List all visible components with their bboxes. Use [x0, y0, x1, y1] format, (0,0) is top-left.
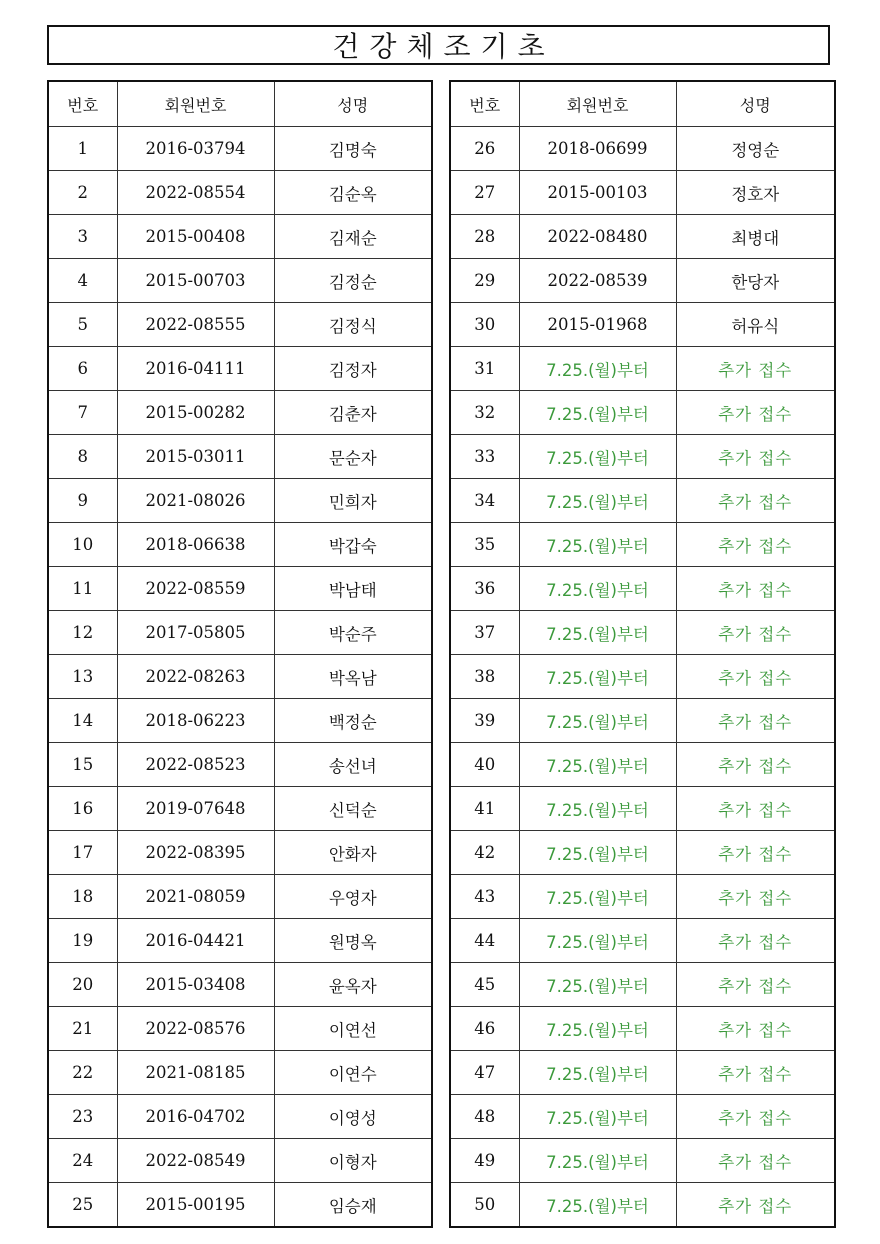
member-id-cell: 7.25.(월)부터 — [519, 875, 676, 919]
header-number: 번호 — [450, 81, 519, 127]
table-row — [450, 831, 835, 875]
member-id-cell: 2022-08395 — [117, 831, 274, 875]
member-id-cell: 2018-06638 — [117, 523, 274, 567]
table-row — [450, 347, 835, 391]
table-row — [450, 743, 835, 787]
member-id-cell: 2015-00195 — [117, 1183, 274, 1228]
member-id-cell: 2015-03408 — [117, 963, 274, 1007]
member-id-cell: 7.25.(월)부터 — [519, 743, 676, 787]
member-name-cell: 정영순 — [676, 127, 835, 171]
header-name: 성명 — [676, 81, 835, 127]
member-name-cell: 한당자 — [676, 259, 835, 303]
table-row — [48, 567, 432, 611]
table-row — [48, 831, 432, 875]
row-number: 34 — [450, 479, 519, 523]
table-row — [450, 1051, 835, 1095]
table-row — [450, 215, 835, 259]
row-number: 36 — [450, 567, 519, 611]
member-name-cell: 추가 접수 — [676, 1007, 835, 1051]
row-number: 25 — [48, 1183, 117, 1228]
member-id-cell: 2019-07648 — [117, 787, 274, 831]
row-number: 26 — [450, 127, 519, 171]
member-name-cell: 추가 접수 — [676, 1139, 835, 1183]
row-number: 1 — [48, 127, 117, 171]
member-name-cell: 추가 접수 — [676, 1183, 835, 1228]
member-name-cell: 김정자 — [274, 347, 432, 391]
member-name-cell: 이영성 — [274, 1095, 432, 1139]
member-name-cell: 추가 접수 — [676, 479, 835, 523]
row-number: 23 — [48, 1095, 117, 1139]
header-row — [48, 81, 432, 127]
table-row — [48, 1051, 432, 1095]
table-row — [48, 303, 432, 347]
member-id-cell: 7.25.(월)부터 — [519, 787, 676, 831]
table-row — [450, 127, 835, 171]
roster-table-right — [449, 80, 836, 1228]
header-member-id: 회원번호 — [519, 81, 676, 127]
table-row — [450, 567, 835, 611]
table-row — [450, 391, 835, 435]
member-name-cell: 김정식 — [274, 303, 432, 347]
row-number: 33 — [450, 435, 519, 479]
row-number: 19 — [48, 919, 117, 963]
member-name-cell: 추가 접수 — [676, 1051, 835, 1095]
row-number: 2 — [48, 171, 117, 215]
member-id-cell: 7.25.(월)부터 — [519, 831, 676, 875]
row-number: 40 — [450, 743, 519, 787]
member-name-cell: 이형자 — [274, 1139, 432, 1183]
row-number: 48 — [450, 1095, 519, 1139]
member-id-cell: 2017-05805 — [117, 611, 274, 655]
row-number: 44 — [450, 919, 519, 963]
row-number: 16 — [48, 787, 117, 831]
member-id-cell: 2021-08185 — [117, 1051, 274, 1095]
member-id-cell: 7.25.(월)부터 — [519, 1139, 676, 1183]
member-name-cell: 김명숙 — [274, 127, 432, 171]
table-row — [48, 523, 432, 567]
member-id-cell: 7.25.(월)부터 — [519, 567, 676, 611]
row-number: 24 — [48, 1139, 117, 1183]
table-row — [450, 1139, 835, 1183]
row-number: 32 — [450, 391, 519, 435]
member-id-cell: 2015-03011 — [117, 435, 274, 479]
member-name-cell: 추가 접수 — [676, 699, 835, 743]
table-row — [450, 259, 835, 303]
table-row — [48, 787, 432, 831]
member-id-cell: 2022-08263 — [117, 655, 274, 699]
member-id-cell: 7.25.(월)부터 — [519, 1095, 676, 1139]
row-number: 38 — [450, 655, 519, 699]
member-name-cell: 이연선 — [274, 1007, 432, 1051]
table-row — [48, 259, 432, 303]
table-row — [450, 875, 835, 919]
table-row — [48, 215, 432, 259]
table-row — [48, 479, 432, 523]
member-name-cell: 박갑숙 — [274, 523, 432, 567]
row-number: 43 — [450, 875, 519, 919]
row-number: 5 — [48, 303, 117, 347]
table-row — [48, 347, 432, 391]
member-name-cell: 박남태 — [274, 567, 432, 611]
member-name-cell: 추가 접수 — [676, 391, 835, 435]
member-id-cell: 2018-06699 — [519, 127, 676, 171]
table-row — [48, 963, 432, 1007]
page-title: 건강체조기초 — [47, 25, 830, 65]
table-row — [48, 699, 432, 743]
member-name-cell: 문순자 — [274, 435, 432, 479]
row-number: 7 — [48, 391, 117, 435]
row-number: 35 — [450, 523, 519, 567]
table-row — [48, 1007, 432, 1051]
roster-table-left — [47, 80, 433, 1228]
table-row — [450, 655, 835, 699]
table-row — [48, 1183, 432, 1228]
row-number: 37 — [450, 611, 519, 655]
member-name-cell: 추가 접수 — [676, 523, 835, 567]
table-row — [450, 435, 835, 479]
row-number: 8 — [48, 435, 117, 479]
header-member-id: 회원번호 — [117, 81, 274, 127]
table-row — [450, 523, 835, 567]
member-name-cell: 이연수 — [274, 1051, 432, 1095]
member-name-cell: 김정순 — [274, 259, 432, 303]
member-id-cell: 2016-03794 — [117, 127, 274, 171]
row-number: 46 — [450, 1007, 519, 1051]
member-name-cell: 송선녀 — [274, 743, 432, 787]
member-id-cell: 7.25.(월)부터 — [519, 391, 676, 435]
member-id-cell: 2015-00703 — [117, 259, 274, 303]
member-id-cell: 2022-08539 — [519, 259, 676, 303]
row-number: 4 — [48, 259, 117, 303]
member-name-cell: 김춘자 — [274, 391, 432, 435]
table-row — [450, 303, 835, 347]
member-id-cell: 2015-00103 — [519, 171, 676, 215]
row-number: 3 — [48, 215, 117, 259]
member-id-cell: 2016-04702 — [117, 1095, 274, 1139]
member-name-cell: 추가 접수 — [676, 611, 835, 655]
member-name-cell: 원명옥 — [274, 919, 432, 963]
table-row — [450, 787, 835, 831]
row-number: 50 — [450, 1183, 519, 1228]
table-row — [450, 1095, 835, 1139]
member-id-cell: 2015-00282 — [117, 391, 274, 435]
table-row — [48, 743, 432, 787]
member-id-cell: 2021-08026 — [117, 479, 274, 523]
member-id-cell: 7.25.(월)부터 — [519, 919, 676, 963]
table-row — [450, 171, 835, 215]
member-name-cell: 추가 접수 — [676, 787, 835, 831]
member-name-cell: 추가 접수 — [676, 655, 835, 699]
member-name-cell: 김순옥 — [274, 171, 432, 215]
member-name-cell: 박순주 — [274, 611, 432, 655]
row-number: 41 — [450, 787, 519, 831]
table-row — [48, 127, 432, 171]
member-id-cell: 2022-08480 — [519, 215, 676, 259]
table-row — [48, 919, 432, 963]
row-number: 42 — [450, 831, 519, 875]
table-row — [450, 479, 835, 523]
row-number: 39 — [450, 699, 519, 743]
row-number: 12 — [48, 611, 117, 655]
table-row — [450, 919, 835, 963]
row-number: 11 — [48, 567, 117, 611]
header-row — [450, 81, 835, 127]
member-name-cell: 민희자 — [274, 479, 432, 523]
member-name-cell: 추가 접수 — [676, 919, 835, 963]
row-number: 47 — [450, 1051, 519, 1095]
member-name-cell: 정호자 — [676, 171, 835, 215]
member-name-cell: 추가 접수 — [676, 347, 835, 391]
roster-body-right — [450, 127, 835, 1228]
member-id-cell: 7.25.(월)부터 — [519, 347, 676, 391]
member-id-cell: 7.25.(월)부터 — [519, 523, 676, 567]
member-name-cell: 추가 접수 — [676, 435, 835, 479]
member-name-cell: 추가 접수 — [676, 875, 835, 919]
member-name-cell: 우영자 — [274, 875, 432, 919]
member-name-cell: 박옥남 — [274, 655, 432, 699]
row-number: 45 — [450, 963, 519, 1007]
member-id-cell: 7.25.(월)부터 — [519, 655, 676, 699]
row-number: 6 — [48, 347, 117, 391]
row-number: 18 — [48, 875, 117, 919]
roster-body-left — [48, 127, 432, 1228]
member-name-cell: 김재순 — [274, 215, 432, 259]
header-number: 번호 — [48, 81, 117, 127]
row-number: 49 — [450, 1139, 519, 1183]
member-id-cell: 7.25.(월)부터 — [519, 963, 676, 1007]
table-row — [48, 391, 432, 435]
member-id-cell: 2022-08576 — [117, 1007, 274, 1051]
table-row — [48, 611, 432, 655]
row-number: 27 — [450, 171, 519, 215]
member-name-cell: 추가 접수 — [676, 831, 835, 875]
member-name-cell: 허유식 — [676, 303, 835, 347]
member-id-cell: 7.25.(월)부터 — [519, 1183, 676, 1228]
member-name-cell: 최병대 — [676, 215, 835, 259]
member-id-cell: 2022-08555 — [117, 303, 274, 347]
member-name-cell: 추가 접수 — [676, 963, 835, 1007]
member-id-cell: 7.25.(월)부터 — [519, 699, 676, 743]
row-number: 15 — [48, 743, 117, 787]
member-name-cell: 백정순 — [274, 699, 432, 743]
row-number: 22 — [48, 1051, 117, 1095]
member-id-cell: 2022-08523 — [117, 743, 274, 787]
table-row — [48, 435, 432, 479]
row-number: 10 — [48, 523, 117, 567]
member-id-cell: 2022-08549 — [117, 1139, 274, 1183]
member-name-cell: 임승재 — [274, 1183, 432, 1228]
member-id-cell: 2016-04111 — [117, 347, 274, 391]
table-row — [48, 655, 432, 699]
member-name-cell: 안화자 — [274, 831, 432, 875]
header-name: 성명 — [274, 81, 432, 127]
table-row — [450, 611, 835, 655]
member-id-cell: 2015-00408 — [117, 215, 274, 259]
table-row — [48, 1095, 432, 1139]
member-id-cell: 7.25.(월)부터 — [519, 1007, 676, 1051]
member-id-cell: 7.25.(월)부터 — [519, 611, 676, 655]
member-id-cell: 2018-06223 — [117, 699, 274, 743]
row-number: 30 — [450, 303, 519, 347]
row-number: 21 — [48, 1007, 117, 1051]
member-name-cell: 추가 접수 — [676, 743, 835, 787]
row-number: 29 — [450, 259, 519, 303]
table-row — [48, 875, 432, 919]
member-name-cell: 신덕순 — [274, 787, 432, 831]
table-row — [48, 1139, 432, 1183]
row-number: 14 — [48, 699, 117, 743]
row-number: 20 — [48, 963, 117, 1007]
row-number: 13 — [48, 655, 117, 699]
member-name-cell: 추가 접수 — [676, 567, 835, 611]
table-row — [450, 1183, 835, 1228]
member-name-cell: 추가 접수 — [676, 1095, 835, 1139]
member-id-cell: 7.25.(월)부터 — [519, 1051, 676, 1095]
member-id-cell: 2015-01968 — [519, 303, 676, 347]
row-number: 9 — [48, 479, 117, 523]
member-id-cell: 7.25.(월)부터 — [519, 479, 676, 523]
member-id-cell: 2021-08059 — [117, 875, 274, 919]
table-row — [48, 171, 432, 215]
member-name-cell: 윤옥자 — [274, 963, 432, 1007]
member-id-cell: 2022-08559 — [117, 567, 274, 611]
row-number: 28 — [450, 215, 519, 259]
table-row — [450, 1007, 835, 1051]
row-number: 17 — [48, 831, 117, 875]
table-row — [450, 699, 835, 743]
member-id-cell: 2016-04421 — [117, 919, 274, 963]
member-id-cell: 7.25.(월)부터 — [519, 435, 676, 479]
row-number: 31 — [450, 347, 519, 391]
member-id-cell: 2022-08554 — [117, 171, 274, 215]
table-row — [450, 963, 835, 1007]
